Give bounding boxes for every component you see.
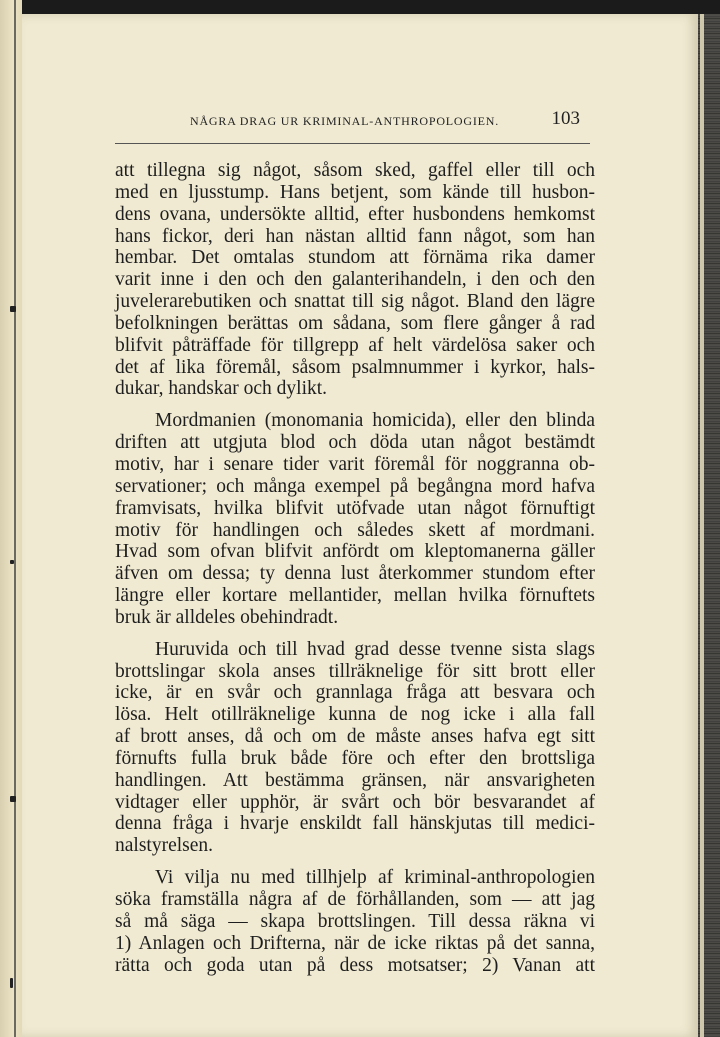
text-line: framvisats, hvilka blifvit utöfvade utan något förnuftigt [115, 497, 595, 519]
text-line: handlingen. Att bestämma gränsen, när ansvarigheten [115, 769, 595, 791]
text-line: juvelerarebutiken och snattat till sig något. Bland den lägre [115, 291, 595, 313]
running-head: NÅGRA DRAG UR KRIMINAL-ANTHROPOLOGIEN. [190, 114, 500, 128]
paragraph [115, 410, 595, 628]
text-line: af brott anses, då och om de måste anses hafva egt sitt [115, 726, 595, 748]
paragraph [115, 639, 595, 857]
text-line: hans fickor, deri han nästan alltid fann något, som han [115, 225, 595, 247]
text-line: icke, är en svår och grannlaga fråga att besvara och [115, 682, 595, 704]
paragraph [115, 867, 595, 976]
text-line: Mordmanien (monomania homicida), eller den blinda [155, 410, 595, 432]
text-line: det af lika föremål, såsom psalmnummer i kyrkor, hals- [115, 356, 595, 378]
text-line: rätta och goda utan på dess motsatser; 2) Vanan att [115, 954, 595, 976]
text-line: motiv, har i senare tider varit föremål för noggranna ob- [115, 453, 595, 475]
text-line: hembar. Det omtalas stundom att förnäma rika damer [115, 247, 595, 269]
page-edge-stack [698, 14, 720, 1037]
page-header [190, 108, 580, 132]
text-line: varit inne i den och den galanterihandeln, i den och den [115, 269, 595, 291]
text-line: nalstyrelsen. [115, 835, 214, 857]
paragraph [115, 160, 595, 400]
text-line: Vi vilja nu med tillhjelp af kriminal-anthropologien [155, 867, 595, 889]
text-line: bruk är alldeles obehindradt. [115, 606, 339, 628]
book-spine-strip [0, 0, 22, 1037]
margin-mark [10, 978, 13, 988]
scan-top-edge [0, 0, 720, 14]
text-line: lösa. Helt otillräknelige kunna de nog icke i alla fall [115, 704, 595, 726]
text-line: befolkningen berättas om sådana, som flere gånger å rad [115, 312, 595, 334]
text-line: Huruvida och till hvad grad desse tvenne sista slags [155, 638, 595, 660]
text-line: blifvit påträffade för tillgrepp af helt värdelösa saker och [115, 334, 595, 356]
text-line: med en ljusstump. Hans betjent, som kände till husbon- [115, 181, 595, 203]
margin-mark [10, 796, 16, 802]
text-line: 1) Anlagen och Drifterna, när de icke riktas på det sanna, [115, 932, 595, 954]
text-line: vidtager eller upphör, är svårt och bör besvarandet af [115, 791, 595, 813]
text-line: att tillegna sig något, såsom sked, gaffel eller till och [115, 160, 595, 181]
text-line: servationer; och många exempel på begångna mord hafva [115, 475, 595, 497]
text-line: dens ovana, undersökte alltid, efter husbondens hemkomst [115, 203, 595, 225]
text-line: denna fråga i hvarje enskildt fall hänskjutas till medici- [115, 813, 595, 835]
text-line: driften att utgjuta blod och döda utan något bestämdt [115, 432, 595, 454]
spine-line [14, 0, 16, 1037]
text-line: dukar, handskar och dylikt. [115, 378, 328, 400]
margin-mark [10, 560, 14, 564]
text-line: längre eller kortare mellantider, mellan hvilka förnuftets [115, 585, 595, 607]
header-rule [115, 143, 590, 144]
body-text [115, 160, 595, 976]
text-line: brottslingar skola anses tillräknelige för sitt brott eller [115, 660, 595, 682]
text-line: Hvad som ofvan blifvit anfördt om kleptomanerna gäller [115, 541, 595, 563]
text-line: motiv för handlingen och således skett af mordmani. [115, 519, 595, 541]
margin-mark [10, 306, 16, 312]
text-line: så må säga — skapa brottslingen. Till dessa räkna vi [115, 910, 595, 932]
text-line: äfven om dessa; ty denna lust återkommer stundom efter [115, 563, 595, 585]
page-number: 103 [551, 108, 580, 129]
text-line: söka framställa några af de förhållanden, som — att jag [115, 889, 595, 910]
text-line: förnufts fulla bruk både före och efter den brottsliga [115, 747, 595, 769]
